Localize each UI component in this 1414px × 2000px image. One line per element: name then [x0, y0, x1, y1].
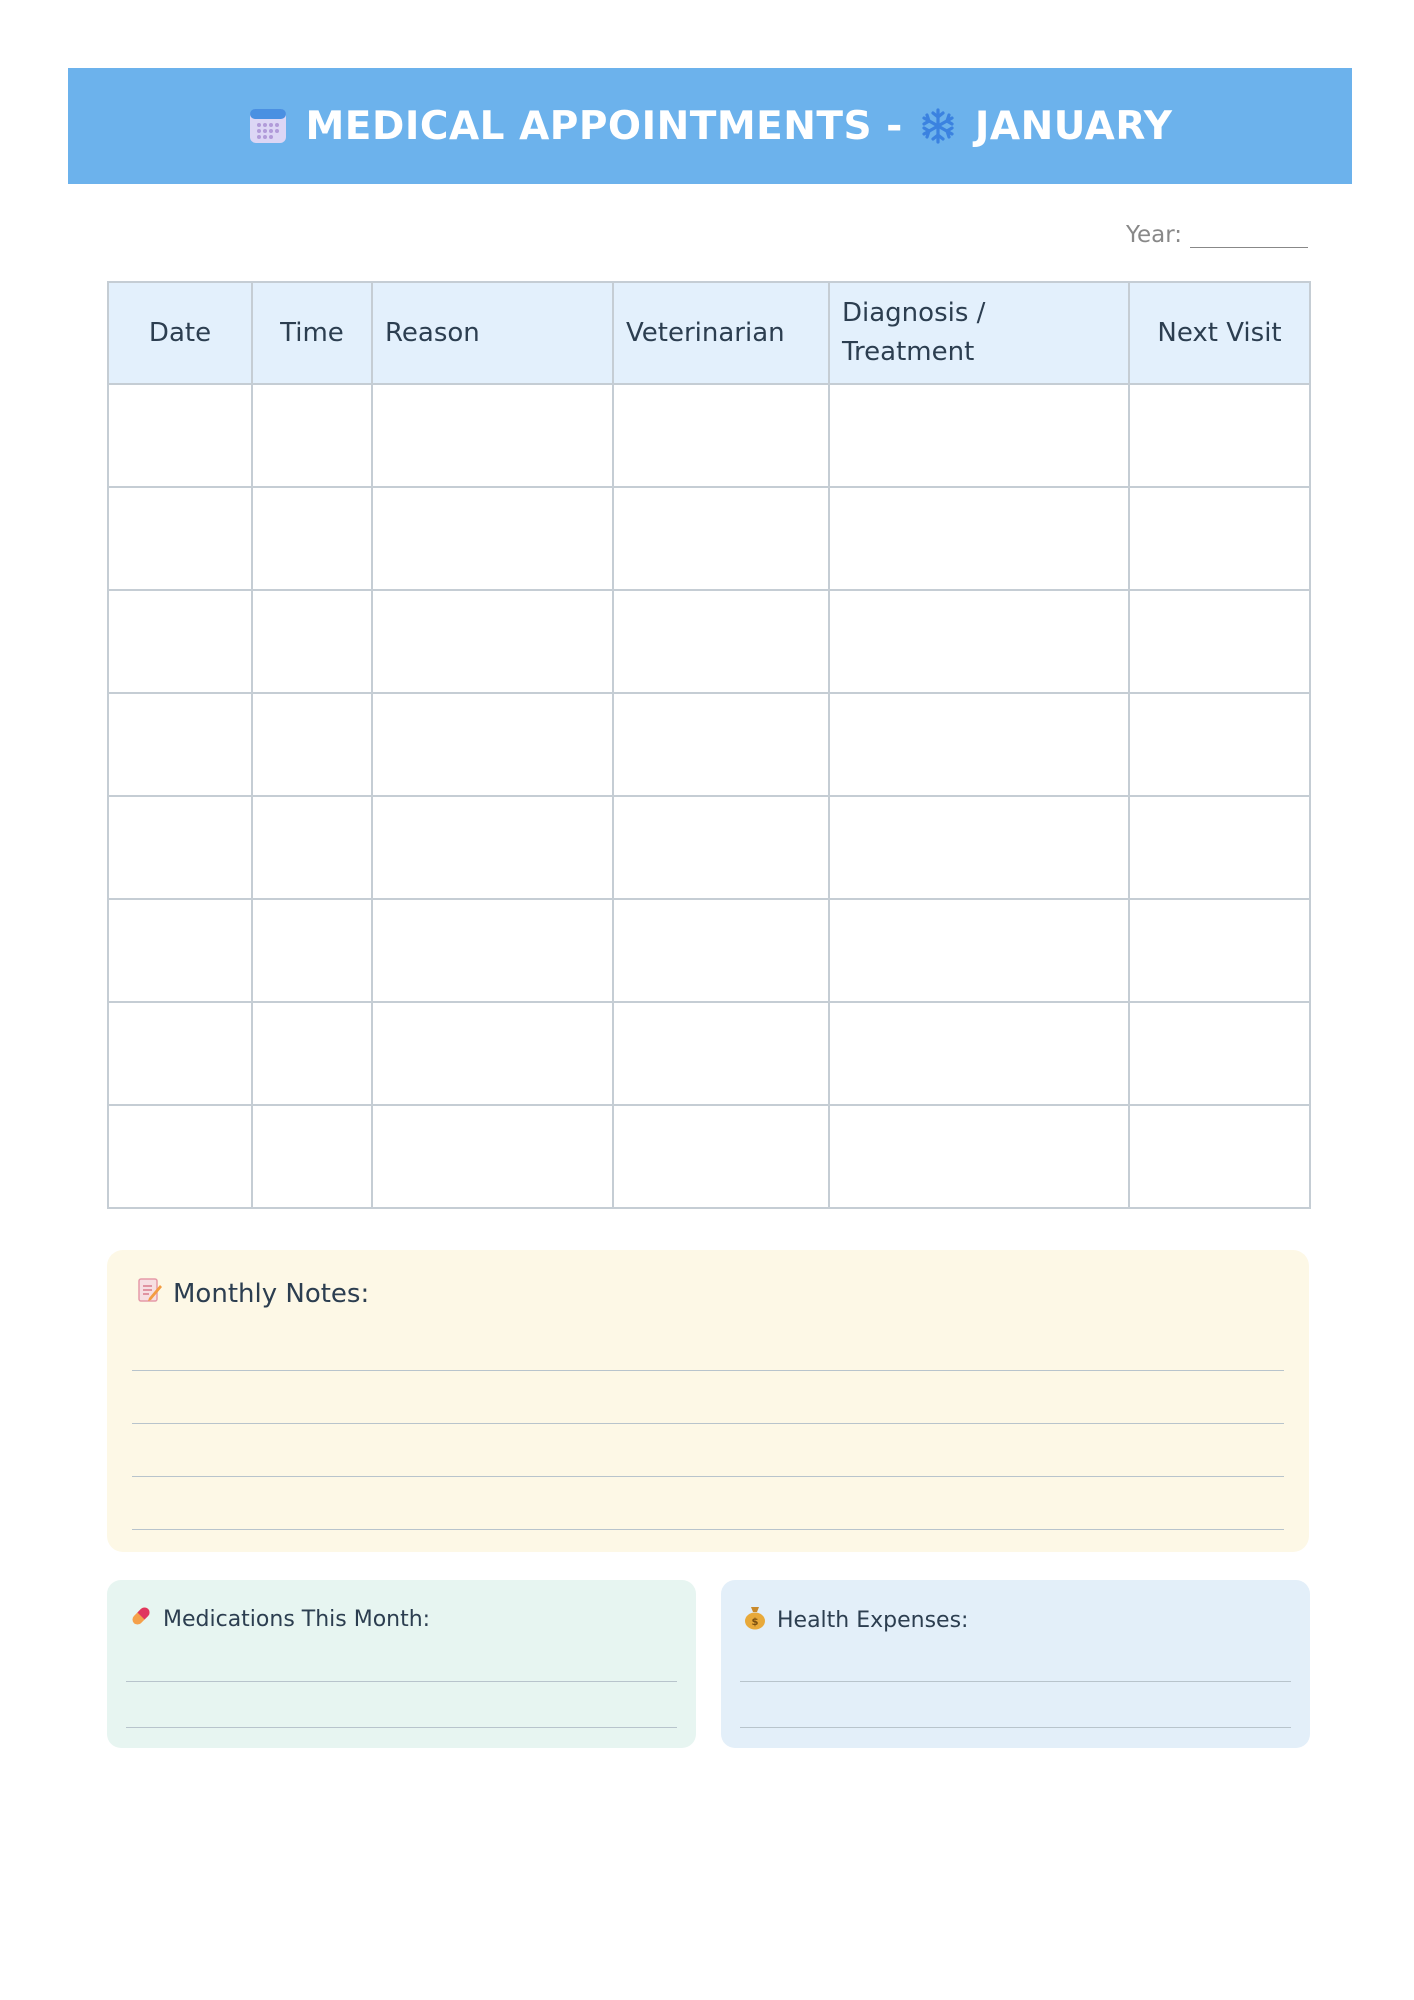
pill-icon: [129, 1604, 153, 1634]
cell-diagnosis[interactable]: [829, 487, 1129, 590]
cell-reason[interactable]: [372, 1002, 613, 1105]
year-field: [1126, 222, 1308, 248]
medications-section: [107, 1580, 696, 1748]
cell-reason[interactable]: [372, 384, 613, 487]
column-header-veterinarian: Veterinarian: [613, 282, 829, 384]
cell-next-visit[interactable]: [1129, 487, 1310, 590]
cell-time[interactable]: [252, 796, 372, 899]
cell-diagnosis[interactable]: [829, 590, 1129, 693]
medications-heading: [129, 1604, 430, 1634]
money-bag-icon: [743, 1604, 767, 1636]
cell-time[interactable]: [252, 693, 372, 796]
cell-reason[interactable]: [372, 899, 613, 1002]
column-header-diagnosis: Diagnosis / Treatment: [829, 282, 1129, 384]
medications-writing-line[interactable]: [126, 1681, 677, 1682]
cell-time[interactable]: [252, 899, 372, 1002]
cell-next-visit[interactable]: [1129, 1002, 1310, 1105]
cell-diagnosis[interactable]: [829, 1002, 1129, 1105]
cell-veterinarian[interactable]: [613, 1002, 829, 1105]
cell-diagnosis[interactable]: [829, 384, 1129, 487]
table-row: [108, 384, 1310, 487]
cell-time[interactable]: [252, 384, 372, 487]
table-row: [108, 899, 1310, 1002]
health-expenses-heading: [743, 1604, 968, 1636]
cell-date[interactable]: [108, 384, 252, 487]
cell-reason[interactable]: [372, 487, 613, 590]
medications-label: Medications This Month:: [163, 1606, 431, 1632]
cell-diagnosis[interactable]: [829, 1105, 1129, 1208]
cell-next-visit[interactable]: [1129, 899, 1310, 1002]
title-prefix: MEDICAL APPOINTMENTS -: [305, 103, 903, 149]
table-row: [108, 796, 1310, 899]
cell-date[interactable]: [108, 1002, 252, 1105]
title-month: JANUARY: [974, 103, 1173, 149]
expenses-writing-line[interactable]: [740, 1681, 1291, 1682]
notes-writing-line[interactable]: [132, 1370, 1284, 1371]
table-row: [108, 693, 1310, 796]
monthly-notes-label: Monthly Notes:: [173, 1278, 370, 1309]
cell-reason[interactable]: [372, 796, 613, 899]
table-header-row: [108, 282, 1310, 384]
cell-veterinarian[interactable]: [613, 693, 829, 796]
cell-veterinarian[interactable]: [613, 487, 829, 590]
monthly-notes-heading: [137, 1276, 369, 1311]
snowflake-icon: [919, 107, 957, 145]
notes-writing-line[interactable]: [132, 1423, 1284, 1424]
table-row: [108, 1105, 1310, 1208]
cell-veterinarian[interactable]: [613, 1105, 829, 1208]
cell-veterinarian[interactable]: [613, 899, 829, 1002]
cell-time[interactable]: [252, 590, 372, 693]
year-input-line[interactable]: [1190, 223, 1308, 248]
cell-reason[interactable]: [372, 693, 613, 796]
column-header-date: Date: [108, 282, 252, 384]
cell-time[interactable]: [252, 1002, 372, 1105]
column-header-next-visit: Next Visit: [1129, 282, 1310, 384]
column-header-reason: Reason: [372, 282, 613, 384]
cell-next-visit[interactable]: [1129, 590, 1310, 693]
cell-veterinarian[interactable]: [613, 796, 829, 899]
cell-veterinarian[interactable]: [613, 384, 829, 487]
cell-diagnosis[interactable]: [829, 899, 1129, 1002]
cell-diagnosis[interactable]: [829, 693, 1129, 796]
medications-writing-line[interactable]: [126, 1727, 677, 1728]
notes-writing-line[interactable]: [132, 1529, 1284, 1530]
cell-date[interactable]: [108, 796, 252, 899]
column-header-time: Time: [252, 282, 372, 384]
monthly-notes-section: [107, 1250, 1309, 1552]
cell-date[interactable]: [108, 487, 252, 590]
expenses-writing-line[interactable]: [740, 1727, 1291, 1728]
memo-icon: [137, 1276, 163, 1311]
year-label: Year:: [1125, 222, 1182, 248]
cell-diagnosis[interactable]: [829, 796, 1129, 899]
page-title: [248, 104, 1173, 149]
cell-date[interactable]: [108, 1105, 252, 1208]
cell-veterinarian[interactable]: [613, 590, 829, 693]
page-header: [68, 68, 1352, 184]
cell-time[interactable]: [252, 487, 372, 590]
notes-writing-line[interactable]: [132, 1476, 1284, 1477]
cell-date[interactable]: [108, 693, 252, 796]
cell-date[interactable]: [108, 590, 252, 693]
svg-text:$: $: [751, 1617, 759, 1628]
cell-date[interactable]: [108, 899, 252, 1002]
cell-time[interactable]: [252, 1105, 372, 1208]
appointments-table: [107, 281, 1311, 1209]
cell-next-visit[interactable]: [1129, 796, 1310, 899]
cell-reason[interactable]: [372, 1105, 613, 1208]
table-row: [108, 1002, 1310, 1105]
calendar-icon: [248, 106, 288, 146]
table-row: [108, 590, 1310, 693]
cell-reason[interactable]: [372, 590, 613, 693]
cell-next-visit[interactable]: [1129, 384, 1310, 487]
health-expenses-section: [721, 1580, 1310, 1748]
cell-next-visit[interactable]: [1129, 693, 1310, 796]
table-row: [108, 487, 1310, 590]
cell-next-visit[interactable]: [1129, 1105, 1310, 1208]
health-expenses-label: Health Expenses:: [777, 1607, 969, 1633]
